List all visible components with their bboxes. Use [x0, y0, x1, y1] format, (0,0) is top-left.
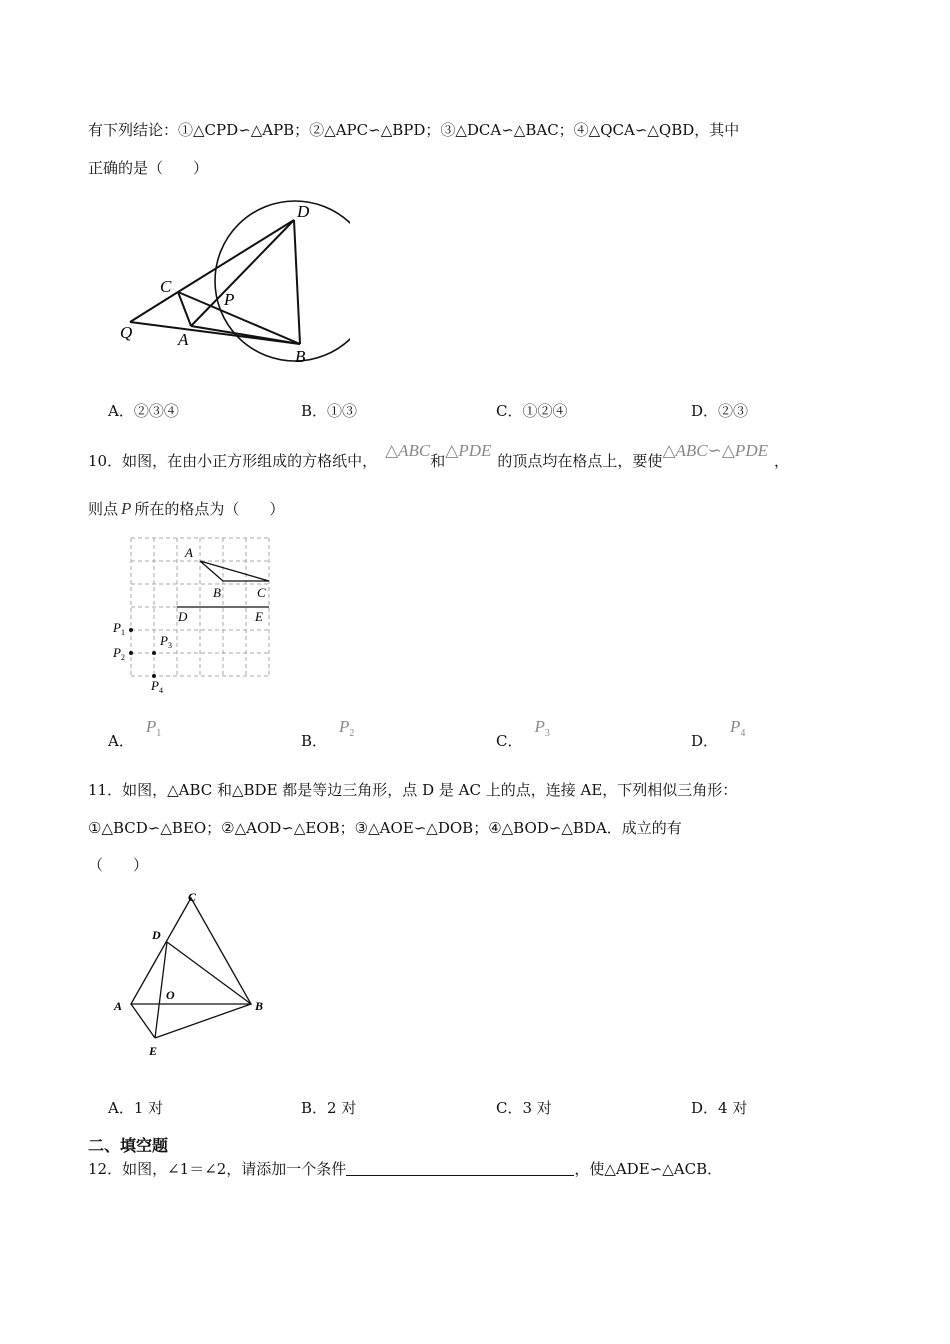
- q9-option-b[interactable]: B．①③: [301, 402, 358, 420]
- q10-option-c-value: $P_3$: [534, 717, 550, 739]
- q9-option-d[interactable]: D．②③: [691, 402, 749, 420]
- q10-prefix: 10．如图，在由小正方形组成的方格纸中，: [88, 452, 378, 470]
- q12-text: [88, 1158, 722, 1179]
- q10-comma: ，: [773, 452, 789, 470]
- q9-text-line1: 有下列结论：①△CPD∽△APB；②△APC∽△BPD；③△DCA∽△BAC；④△QCA∽△QBD，其中: [88, 121, 740, 139]
- q11-label-b: B: [255, 999, 264, 1013]
- q10-line2-suffix: 所在的格点为（ ）: [134, 500, 285, 518]
- q10-option-c[interactable]: [496, 717, 550, 753]
- q10-option-b-label: B．: [301, 732, 328, 750]
- q11-label-e: E: [149, 1044, 158, 1058]
- q11-option-c[interactable]: C．3 对: [496, 1099, 552, 1117]
- q10-option-a[interactable]: [108, 717, 162, 753]
- q9-option-a[interactable]: A．②③④: [108, 402, 179, 420]
- q9-label-a: A: [178, 330, 189, 349]
- q11-label-a: A: [114, 999, 123, 1013]
- q9-label-p: P: [224, 290, 235, 309]
- q10-label-p1: $P_1$: [113, 620, 125, 637]
- q11-label-c: C: [188, 890, 197, 904]
- q10-tri1: △ABC: [385, 441, 431, 460]
- q10-option-d-label: D．: [691, 732, 719, 750]
- q11-figure-lines: [131, 898, 251, 1038]
- q10-similar: △ABC∽△PDE: [662, 441, 768, 460]
- q10-option-b[interactable]: [301, 717, 355, 753]
- q10-option-b-value: $P_2$: [339, 717, 355, 739]
- q10-option-a-value: $P_1$: [145, 717, 162, 739]
- q11-triangle-figure: [105, 888, 280, 1063]
- q10-label-e: E: [255, 609, 263, 624]
- q9-circle-figure: [110, 195, 350, 375]
- q10-text-line1: [88, 441, 789, 471]
- q10-option-d-value: $P_4$: [730, 717, 746, 739]
- q11-label-d: D: [152, 928, 161, 942]
- section-heading-fill-in: 二、填空题: [88, 1136, 169, 1155]
- q9-label-b: B: [295, 347, 306, 366]
- q12-prefix: 12．如图，∠1＝∠2，请添加一个条件: [88, 1160, 347, 1178]
- q11-text-line1: 11．如图，△ABC 和△BDE 都是等边三角形，点 D 是 AC 上的点，连接 AE，下列相似三角形：: [88, 781, 738, 799]
- q11-option-b[interactable]: B．2 对: [301, 1099, 357, 1117]
- q11-text-line2: ①△BCD∽△BEO；②△AOD∽△EOB；③△AOE∽△DOB；④△BOD∽△BDA．成立的有: [88, 819, 682, 837]
- q10-label-p3: $P_3$: [160, 633, 172, 650]
- q10-tri2: △PDE: [445, 441, 492, 460]
- q10-middle: 的顶点均在格点上，要使: [497, 452, 663, 470]
- q12-answer-blank[interactable]: [346, 1161, 574, 1176]
- q10-label-c: C: [257, 585, 266, 600]
- q10-label-b: B: [213, 585, 221, 600]
- q9-text-line2: 正确的是（ ）: [88, 159, 209, 177]
- q10-line2-prefix: 则点: [88, 500, 119, 518]
- q9-label-c: C: [160, 277, 172, 296]
- q11-option-a[interactable]: A．1 对: [108, 1099, 164, 1117]
- q10-line2-p: P: [121, 499, 132, 518]
- q10-option-a-label: A．: [108, 732, 134, 750]
- q9-label-q: Q: [120, 323, 133, 342]
- q10-label-d: D: [178, 609, 188, 624]
- q10-grid-figure: [105, 535, 285, 700]
- q11-label-o: O: [166, 988, 175, 1002]
- q11-option-d[interactable]: D．4 对: [691, 1099, 748, 1117]
- q10-option-c-label: C．: [496, 732, 523, 750]
- q10-label-p4: $P_4$: [151, 678, 163, 695]
- q11-text-line3: （ ）: [88, 856, 149, 874]
- q10-text-line2: [88, 498, 284, 519]
- q10-and: 和: [430, 452, 446, 470]
- q9-option-c[interactable]: C．①②④: [496, 402, 568, 420]
- q12-suffix: ，使△ADE∽△ACB．: [574, 1160, 723, 1178]
- q10-label-a: A: [185, 545, 193, 560]
- q10-label-p2: $P_2$: [113, 645, 125, 662]
- q9-label-d: D: [297, 202, 310, 221]
- q10-option-d[interactable]: [691, 717, 746, 753]
